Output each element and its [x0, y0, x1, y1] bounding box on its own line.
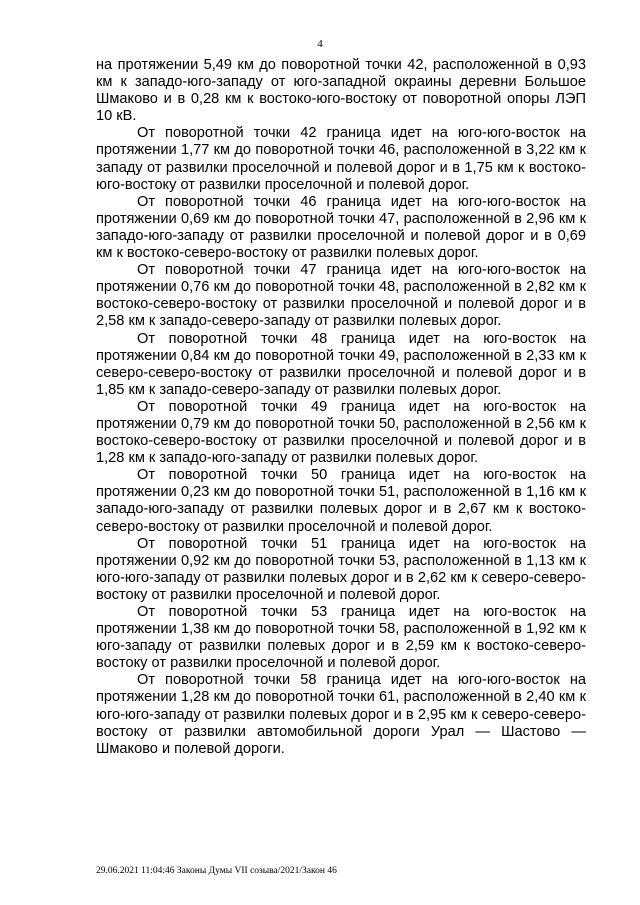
paragraph-continuation: на протяжении 5,49 км до поворотной точки 42, расположенной в 0,93 км к западо-юго-западу от юго-западной окраины деревни Большое Шмаково и в 0,28 км к востоко-юго-востоку от поворотной опоры ЛЭП 10 кВ.	[96, 57, 586, 125]
document-body	[96, 57, 586, 758]
paragraph: От поворотной точки 42 граница идет на юго-юго-восток на протяжении 1,77 км до поворотной точки 46, расположенной в 3,22 км к западу от развилки проселочной и полевой дорог и в 1,75 км к востоко-юго-востоку от развилки проселочной и полевой дорог.	[96, 125, 586, 193]
paragraph: От поворотной точки 46 граница идет на юго-юго-восток на протяжении 0,69 км до поворотной точки 47, расположенной в 2,96 км к западо-юго-западу от развилки проселочной и полевой дорог и в 0,69 км к востоко-северо-востоку от развилки полевых дорог.	[96, 193, 586, 262]
paragraph: От поворотной точки 53 граница идет на юго-восток на протяжении 1,38 км до поворотной точки 58, расположенной в 1,92 км к юго-западу от развилки полевых дорог и в 2,59 км к востоко-северо-востоку от развилки проселочной и полевой дорог.	[96, 604, 586, 672]
paragraph: От поворотной точки 51 граница идет на юго-восток на протяжении 0,92 км до поворотной точки 53, расположенной в 1,13 км к юго-юго-западу от развилки полевых дорог и в 2,62 км к северо-северо-востоку от развилки проселочной и полевой дорог.	[96, 535, 586, 603]
paragraph: От поворотной точки 48 граница идет на юго-восток на протяжении 0,84 км до поворотной точки 49, расположенной в 2,33 км к северо-северо-востоку от развилки проселочной и полевой дорог и в 1,85 км к западо-северо-западу от развилки полевых дорог.	[96, 330, 586, 398]
paragraph: От поворотной точки 49 граница идет на юго-восток на протяжении 0,79 км до поворотной точки 50, расположенной в 2,56 км к востоко-северо-востоку от развилки проселочной и полевой дорог и в 1,28 км к западо-юго-западу от развилки полевых дорог.	[96, 398, 586, 467]
document-footer: 29.06.2021 11:04:46 Законы Думы VII созыва/2021/Закон 46	[96, 866, 337, 876]
paragraph: От поворотной точки 58 граница идет на юго-юго-восток на протяжении 1,28 км до поворотной точки 61, расположенной в 2,40 км к юго-юго-западу от развилки полевых дорог и в 2,95 км к северо-северо-востоку от развилки автомобильной дороги Урал — Шастово — Шмаково и полевой дороги.	[96, 672, 586, 757]
paragraph: От поворотной точки 50 граница идет на юго-восток на протяжении 0,23 км до поворотной точки 51, расположенной в 1,16 км к западо-юго-западу от развилки полевых дорог и в 2,67 км к востоко-северо-востоку от развилки проселочной и полевой дорог.	[96, 467, 586, 535]
page-number: 4	[317, 38, 323, 50]
paragraph: От поворотной точки 47 граница идет на юго-юго-восток на протяжении 0,76 км до поворотной точки 48, расположенной в 2,82 км к востоко-северо-востоку от развилки проселочной и полевой дорог и в 2,58 км к западо-северо-западу от развилки полевых дорог.	[96, 262, 586, 330]
